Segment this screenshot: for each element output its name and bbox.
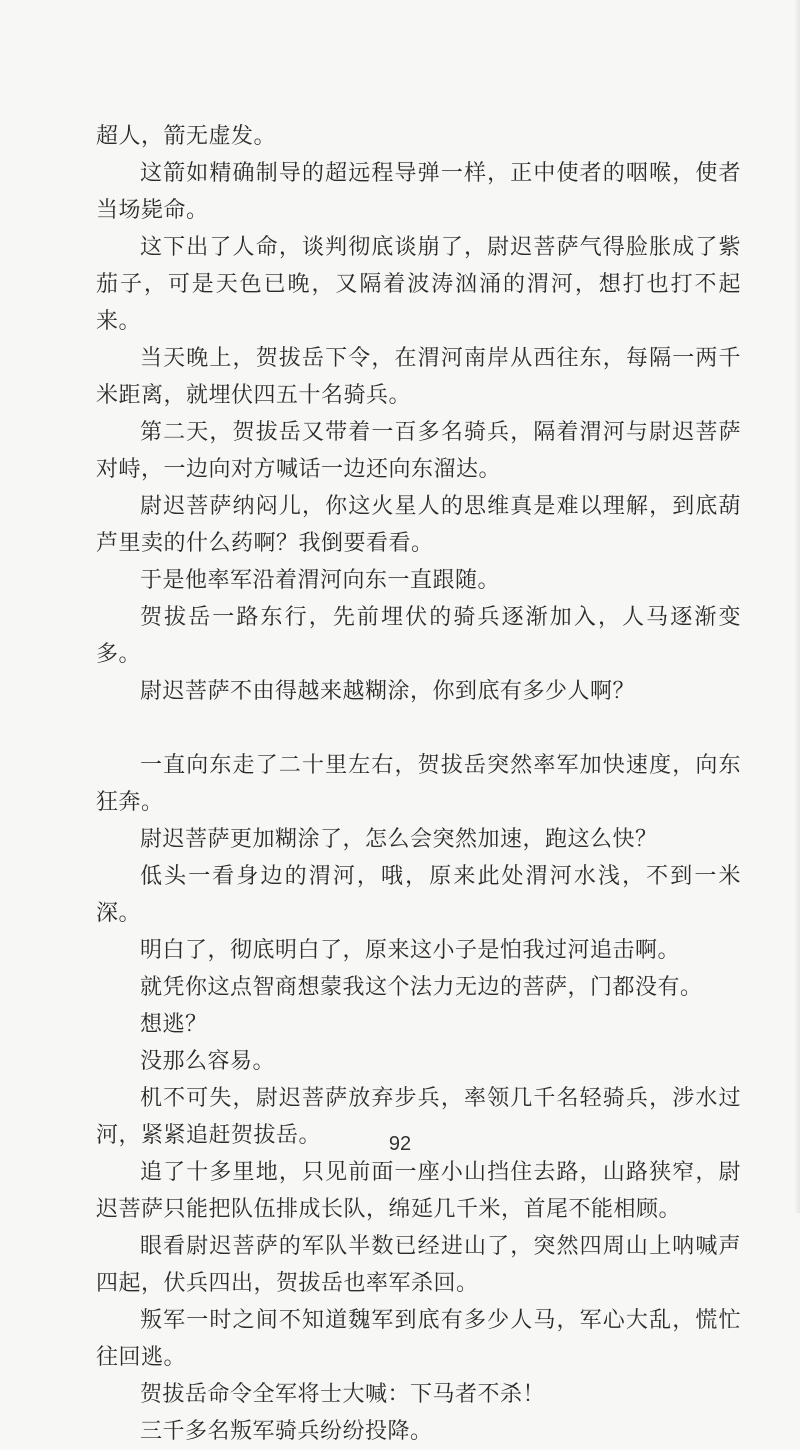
paragraph: 第二天，贺拔岳又带着一百多名骑兵，隔着渭河与尉迟菩萨对峙，一边向对方喊话一边还向东溜达。 [96, 420, 741, 482]
paragraph: 三千多名叛军骑兵纷纷投降。 [140, 1419, 433, 1444]
page-number: 92 [388, 1133, 412, 1155]
paragraph: 于是他率军沿着渭河向东一直跟随。 [140, 568, 501, 593]
paragraph: 当天晚上，贺拔岳下令，在渭河南岸从西往东，每隔一两千米距离，就埋伏四五十名骑兵。 [96, 346, 741, 408]
paragraph: 贺拔岳命令全军将士大喊：下马者不杀！ [140, 1382, 546, 1407]
paragraph: 尉迟菩萨更加糊涂了，怎么会突然加速，跑这么快？ [140, 827, 658, 852]
body-text [96, 118, 741, 1450]
paragraph: 超人，箭无虚发。 [96, 124, 277, 149]
page-edge-shadow [794, 0, 800, 1213]
paragraph: 追了十多里地，只见前面一座小山挡住去路，山路狭窄，尉迟菩萨只能把队伍排成长队，绵延几千米，首尾不能相顾。 [96, 1160, 741, 1222]
paragraph: 尉迟菩萨纳闷儿，你这火星人的思维真是难以理解，到底葫芦里卖的什么药啊？我倒要看看。 [96, 494, 741, 556]
paragraph: 叛军一时之间不知道魏军到底有多少人马，军心大乱，慌忙往回逃。 [96, 1308, 741, 1370]
paragraph: 机不可失，尉迟菩萨放弃步兵，率领几千名轻骑兵，涉水过河，紧紧追赶贺拔岳。 [96, 1086, 741, 1148]
paragraph: 眼看尉迟菩萨的军队半数已经进山了，突然四周山上呐喊声四起，伏兵四出，贺拔岳也率军杀回。 [96, 1234, 741, 1296]
section-break [96, 710, 741, 747]
paragraph: 贺拔岳一路东行，先前埋伏的骑兵逐渐加入，人马逐渐变多。 [96, 605, 741, 667]
paragraph: 没那么容易。 [140, 1049, 276, 1074]
paragraph: 想逃？ [140, 1012, 208, 1037]
paragraph: 就凭你这点智商想蒙我这个法力无边的菩萨，门都没有。 [140, 975, 703, 1000]
paragraph: 低头一看身边的渭河，哦，原来此处渭河水浅，不到一米深。 [96, 864, 741, 926]
paragraph: 明白了，彻底明白了，原来这小子是怕我过河追击啊。 [140, 938, 681, 963]
paragraph: 这箭如精确制导的超远程导弹一样，正中使者的咽喉，使者当场毙命。 [96, 161, 741, 223]
paragraph: 尉迟菩萨不由得越来越糊涂，你到底有多少人啊？ [140, 679, 636, 704]
paragraph: 这下出了人命，谈判彻底谈崩了，尉迟菩萨气得脸胀成了紫茄子，可是天色已晚，又隔着波涛汹涌的渭河，想打也打不起来。 [96, 235, 741, 334]
paragraph: 一直向东走了二十里左右，贺拔岳突然率军加快速度，向东狂奔。 [96, 753, 741, 815]
